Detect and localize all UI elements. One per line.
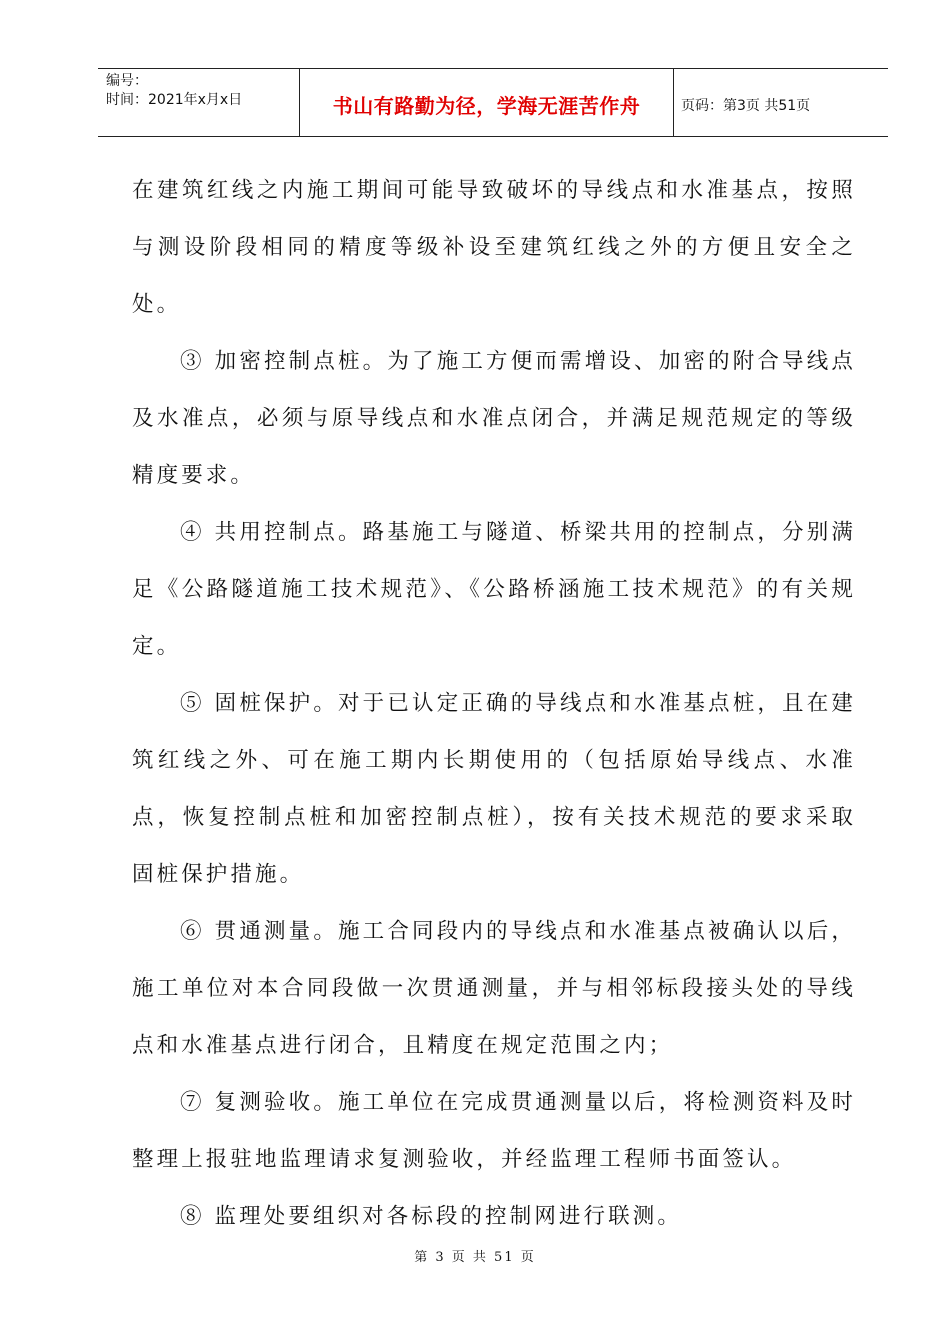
paragraph-item-4: ④ 共用控制点。路基施工与隧道、桥梁共用的控制点，分别满足《公路隧道施工技术规范》、《公路桥涵施工技术规范》的有关规定。 — [132, 520, 856, 659]
document-header — [98, 68, 888, 137]
header-page-info: 页码：第3页 共51页 — [681, 97, 811, 114]
header-motto-cell — [299, 69, 674, 136]
document-time: 时间：2021年x月x日 — [106, 92, 243, 108]
document-number-label: 编号： — [106, 73, 148, 89]
paragraph-item-8: ⑧ 监理处要组织对各标段的控制网进行联测。 — [180, 1204, 682, 1229]
paragraph-item-5: ⑤ 固桩保护。对于已认定正确的导线点和水准基点桩，且在建筑红线之外、可在施工期内长期使用的（包括原始导线点、水准点，恢复控制点桩和加密控制点桩），按有关技术规范的要求采取固桩保护措施。 — [132, 691, 856, 887]
paragraph-item-7: ⑦ 复测验收。施工单位在完成贯通测量以后，将检测资料及时整理上报驻地监理请求复测验收，并经监理工程师书面签认。 — [132, 1090, 856, 1172]
document-body — [132, 162, 856, 1245]
page-footer: 第 3 页 共 51 页 — [414, 1250, 536, 1265]
header-page-cell — [673, 69, 888, 136]
paragraph-item-6: ⑥ 贯通测量。施工合同段内的导线点和水准基点被确认以后，施工单位对本合同段做一次贯通测量，并与相邻标段接头处的导线点和水准基点进行闭合，且精度在规定范围之内； — [132, 919, 856, 1058]
header-meta-cell — [98, 69, 298, 136]
paragraph-continuation: 在建筑红线之内施工期间可能导致破坏的导线点和水准基点，按照与测设阶段相同的精度等级补设至建筑红线之外的方便且安全之处。 — [132, 178, 856, 317]
header-motto: 书山有路勤为径，学海无涯苦作舟 — [332, 94, 641, 118]
paragraph-item-3: ③ 加密控制点桩。为了施工方便而需增设、加密的附合导线点及水准点，必须与原导线点和水准点闭合，并满足规范规定的等级精度要求。 — [132, 349, 856, 488]
